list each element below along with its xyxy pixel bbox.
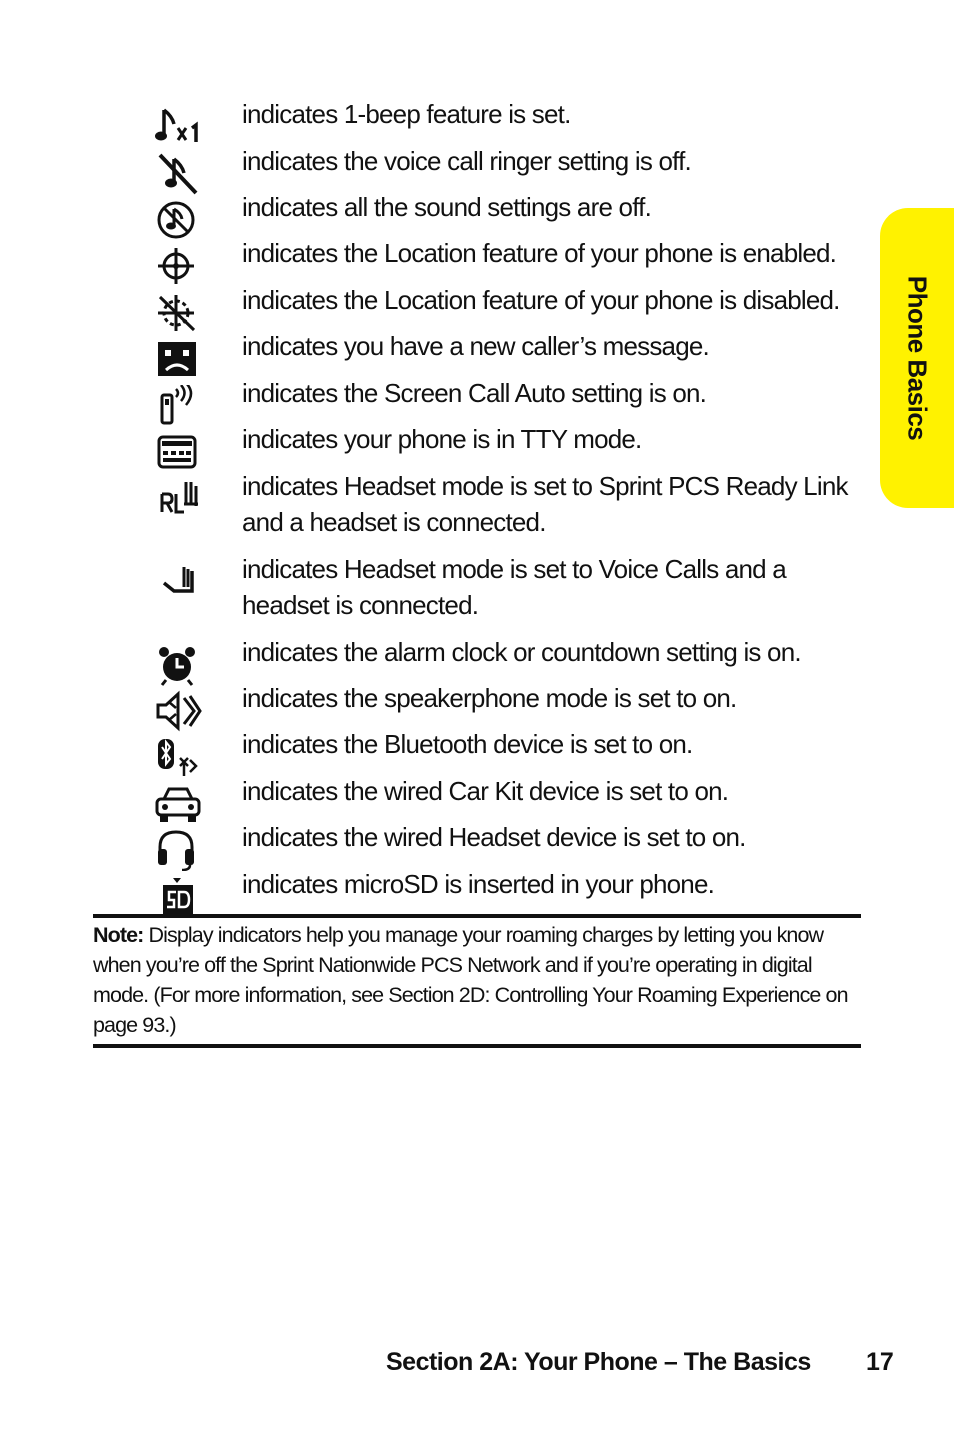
note-box — [93, 920, 861, 1040]
screen-call-auto-icon — [154, 385, 202, 427]
beep-x1-icon — [154, 106, 202, 148]
indicator-text: indicates Headset mode is set to Voice Calls and a headset is connected. — [242, 554, 786, 620]
indicator-text: indicates the Location feature of your phone is disabled. — [242, 285, 840, 315]
indicator-text: indicates the Bluetooth device is set to on. — [242, 729, 693, 759]
note-text: Display indicators help you manage your roaming charges by letting you know when you’re off the Sprint Nationwide PCS Network and if you’re operating in digital mode. (For more information, see Section 2D: Controlling Your Roaming Experience on page 93.) — [93, 923, 848, 1037]
note-bottom-rule — [93, 1044, 861, 1048]
page-number: 17 — [866, 1348, 894, 1376]
indicator-text: indicates your phone is in TTY mode. — [242, 424, 642, 454]
indicator-text: indicates 1-beep feature is set. — [242, 99, 571, 129]
headset-ready-link-icon — [154, 478, 202, 520]
note-top-rule — [93, 914, 861, 918]
alarm-clock-icon — [154, 644, 202, 686]
location-off-icon — [154, 292, 202, 334]
indicator-text: indicates all the sound settings are off. — [242, 192, 651, 222]
speakerphone-icon — [154, 690, 202, 732]
indicator-text: indicates the wired Headset device is set to on. — [242, 822, 746, 852]
side-tab — [880, 208, 954, 508]
ringer-off-icon — [154, 153, 202, 195]
tty-mode-icon — [154, 431, 202, 473]
indicator-text: indicates microSD is inserted in your phone. — [242, 869, 715, 899]
new-caller-message-icon — [154, 338, 202, 380]
location-on-icon — [154, 245, 202, 287]
bluetooth-device-icon — [154, 736, 202, 778]
indicator-text: indicates you have a new caller’s message. — [242, 331, 709, 361]
footer-section-title: Section 2A: Your Phone – The Basics — [386, 1348, 811, 1376]
indicator-text: indicates the Location feature of your phone is enabled. — [242, 238, 837, 268]
indicator-text: indicates the alarm clock or countdown setting is on. — [242, 637, 801, 667]
side-tab-label: Phone Basics — [902, 275, 933, 441]
indicator-text: indicates the Screen Call Auto setting is on. — [242, 378, 707, 408]
note-label: Note: — [93, 923, 144, 947]
indicator-text: indicates the voice call ringer setting is off. — [242, 146, 691, 176]
indicator-text: indicates the wired Car Kit device is set to on. — [242, 776, 729, 806]
headset-voice-calls-icon — [154, 561, 202, 603]
indicator-text: indicates Headset mode is set to Sprint PCS Ready Link and a headset is connected. — [242, 471, 848, 537]
wired-headset-icon — [154, 829, 202, 871]
car-kit-icon — [154, 783, 202, 825]
microsd-icon — [154, 876, 202, 918]
all-sounds-off-icon — [154, 199, 202, 241]
indicator-text: indicates the speakerphone mode is set to on. — [242, 683, 737, 713]
